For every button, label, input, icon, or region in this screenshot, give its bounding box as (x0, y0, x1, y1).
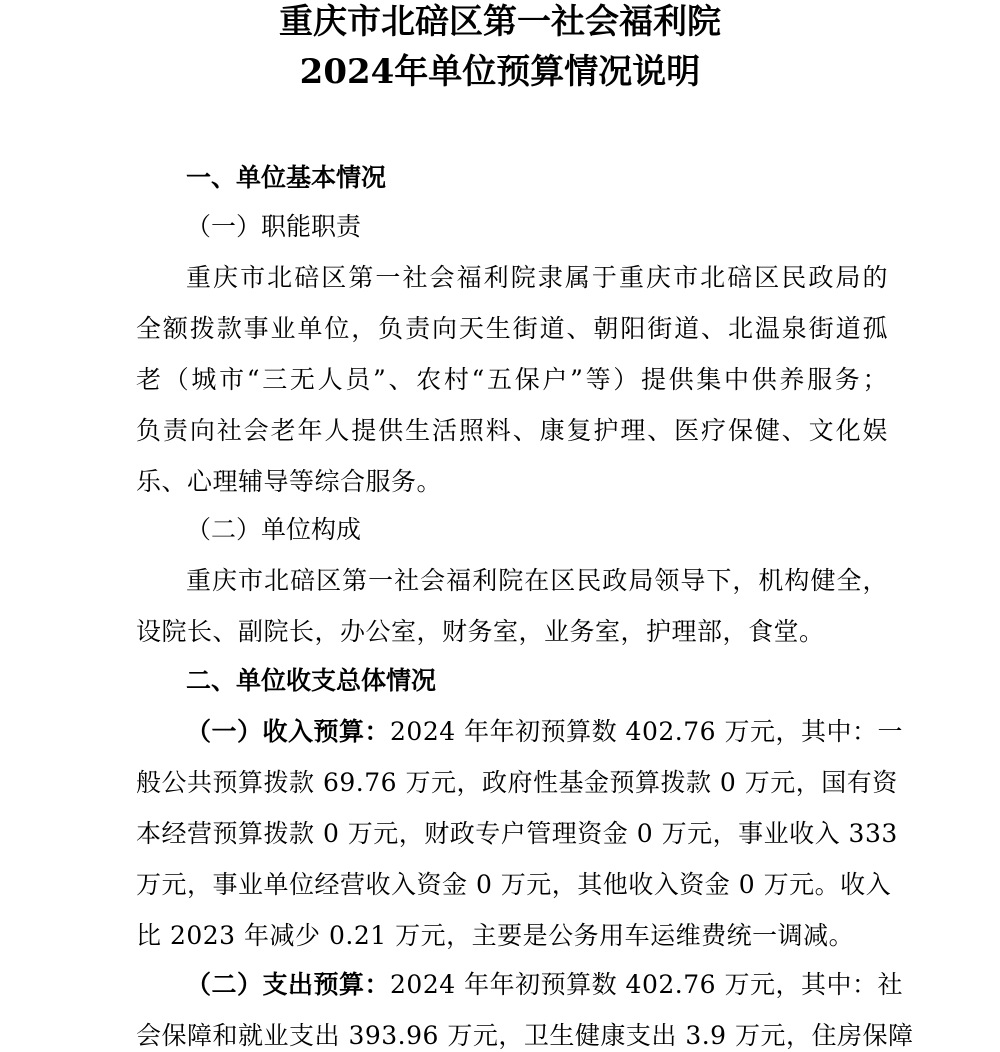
paragraph-line: 会保障和就业支出 393.96 万元，卫生健康支出 3.9 万元，住房保障 (136, 1021, 914, 1050)
income-label: （一）收入预算： (186, 717, 391, 746)
expense-first-line (186, 969, 903, 1001)
paragraph-line: 乐、心理辅导等综合服务。 (136, 467, 443, 496)
paragraph-line: 万元，事业单位经营收入资金 0 万元，其他收入资金 0 万元。收入 (136, 870, 892, 899)
expense-text: 2024 年年初预算数 402.76 万元，其中：社 (390, 970, 903, 999)
paragraph-line: 负责向社会老年人提供生活照料、康复护理、医疗保健、文化娱 (136, 416, 888, 445)
document-title-line-1: 重庆市北碚区第一社会福利院 (279, 2, 721, 42)
paragraph-line: 重庆市北碚区第一社会福利院隶属于重庆市北碚区民政局的 (186, 263, 888, 292)
expense-label: （二）支出预算： (186, 970, 391, 999)
section-2-heading: 二、单位收支总体情况 (186, 666, 437, 695)
paragraph-line: 本经营预算拨款 0 万元，财政专户管理资金 0 万元，事业收入 333 (136, 819, 898, 848)
section-1-sub-1-heading: （一）职能职责 (186, 212, 362, 241)
paragraph-line: 老（城市“三无人员”、农村“五保户”等）提供集中供养服务； (136, 365, 888, 394)
income-text: 2024 年年初预算数 402.76 万元，其中：一 (390, 717, 903, 746)
paragraph-line: 设院长、副院长，办公室，财务室，业务室，护理部，食堂。 (136, 617, 825, 646)
paragraph-line: 重庆市北碚区第一社会福利院在区民政局领导下，机构健全， (186, 566, 888, 595)
paragraph-line: 比 2023 年减少 0.21 万元，主要是公务用车运维费统一调减。 (136, 921, 855, 950)
document-title-line-2: 2024年单位预算情况说明 (299, 52, 701, 92)
section-1-sub-2-heading: （二）单位构成 (186, 515, 362, 544)
income-first-line (186, 716, 903, 748)
paragraph-line: 般公共预算拨款 69.76 万元，政府性基金预算拨款 0 万元，国有资 (136, 768, 898, 797)
section-1-heading: 一、单位基本情况 (186, 163, 387, 192)
paragraph-line: 全额拨款事业单位，负责向天生街道、朝阳街道、北温泉街道孤 (136, 314, 888, 343)
